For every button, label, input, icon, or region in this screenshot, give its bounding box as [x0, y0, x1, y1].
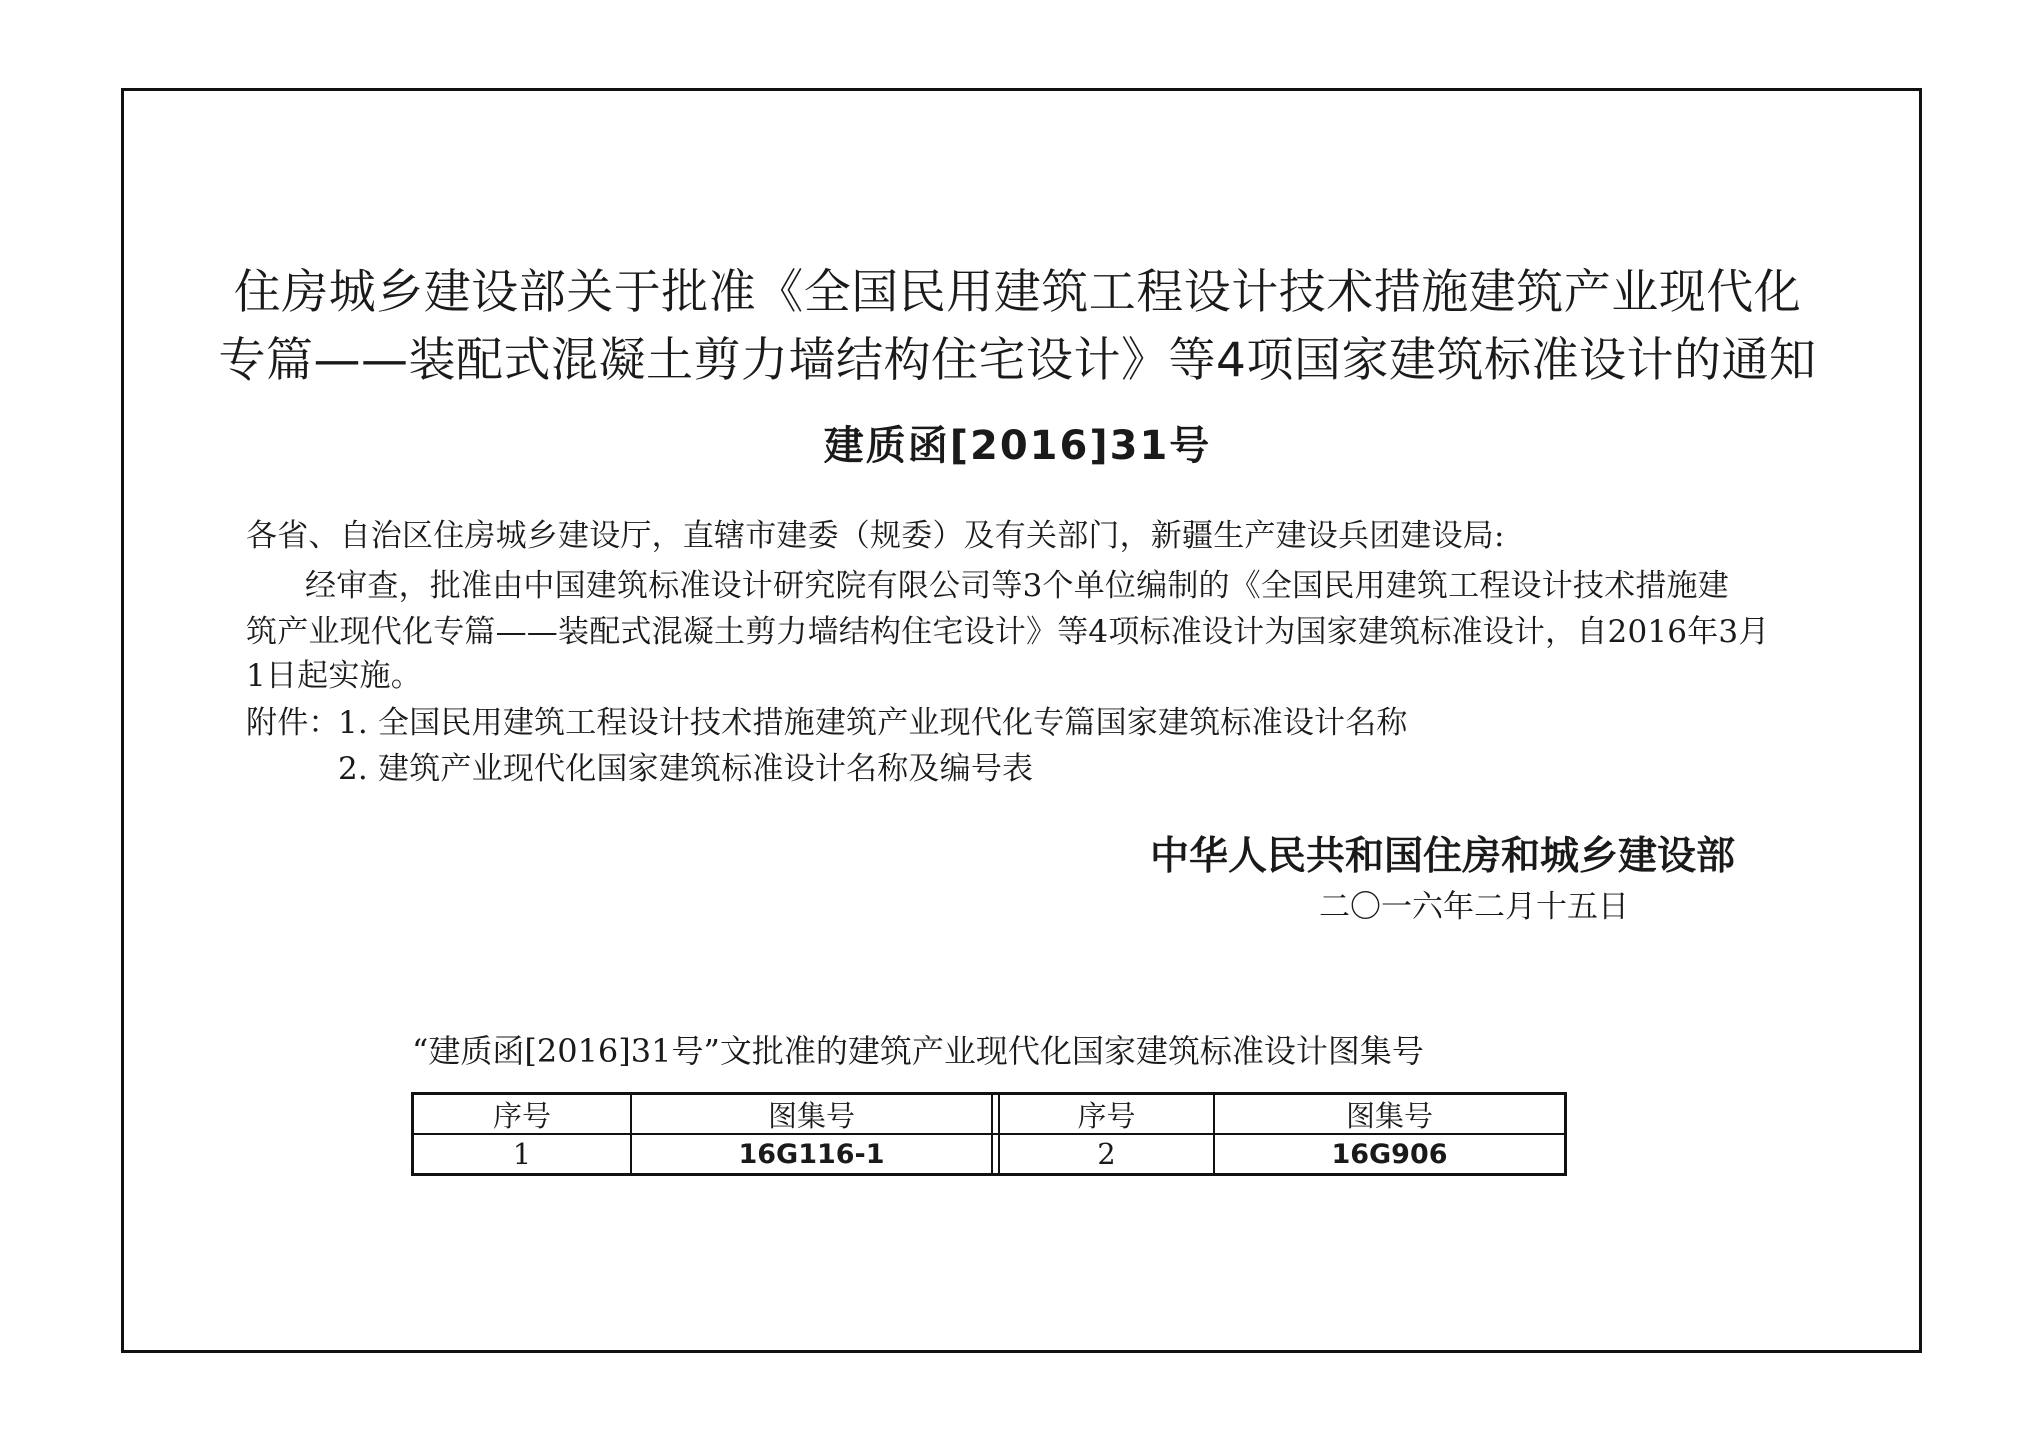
table-column-divider	[991, 1095, 993, 1173]
body-paragraph-line-3: 1日起实施。	[246, 658, 422, 694]
signature-organization: 中华人民共和国住房和城乡建设部	[1150, 834, 1736, 879]
body-paragraph-line-1: 经审查，批准由中国建筑标准设计研究院有限公司等3个单位编制的《全国民用建筑工程设计技术措施建	[305, 568, 1729, 604]
table-caption: “建质函[2016]31号”文批准的建筑产业现代化国家建筑标准设计图集号	[412, 1032, 1424, 1070]
table-header-cell: 序号	[492, 1098, 551, 1133]
atlas-number-table	[411, 1092, 1567, 1176]
attachment-item-2: 2. 建筑产业现代化国家建筑标准设计名称及编号表	[338, 751, 1034, 787]
document-number: 建质函[2016]31号	[823, 423, 1212, 469]
table-cell-serial: 2	[1097, 1137, 1116, 1171]
table-cell-serial: 1	[512, 1137, 532, 1171]
table-header-cell: 序号	[1077, 1098, 1136, 1133]
notice-title-line-1: 住房城乡建设部关于批准《全国民用建筑工程设计技术措施建筑产业现代化	[233, 265, 1802, 320]
table-cell-atlas-number: 16G116-1	[738, 1138, 885, 1170]
notice-title-line-2: 专篇——装配式混凝土剪力墙结构住宅设计》等4项国家建筑标准设计的通知	[218, 333, 1817, 388]
table-header-cell: 图集号	[1345, 1098, 1433, 1133]
addressee: 各省、自治区住房城乡建设厅，直辖市建委（规委）及有关部门，新疆生产建设兵团建设局:	[246, 518, 1505, 554]
attachment-item-1: 1. 全国民用建筑工程设计技术措施建筑产业现代化专篇国家建筑标准设计名称	[338, 705, 1408, 741]
body-paragraph-line-2: 筑产业现代化专篇——装配式混凝土剪力墙结构住宅设计》等4项标准设计为国家建筑标准设计，自2016年3月	[246, 614, 1770, 650]
signature-date: 二〇一六年二月十五日	[1319, 889, 1629, 925]
table-header-cell: 图集号	[767, 1098, 855, 1133]
attachment-label: 附件：	[246, 705, 340, 741]
table-cell-atlas-number: 16G906	[1331, 1138, 1448, 1170]
